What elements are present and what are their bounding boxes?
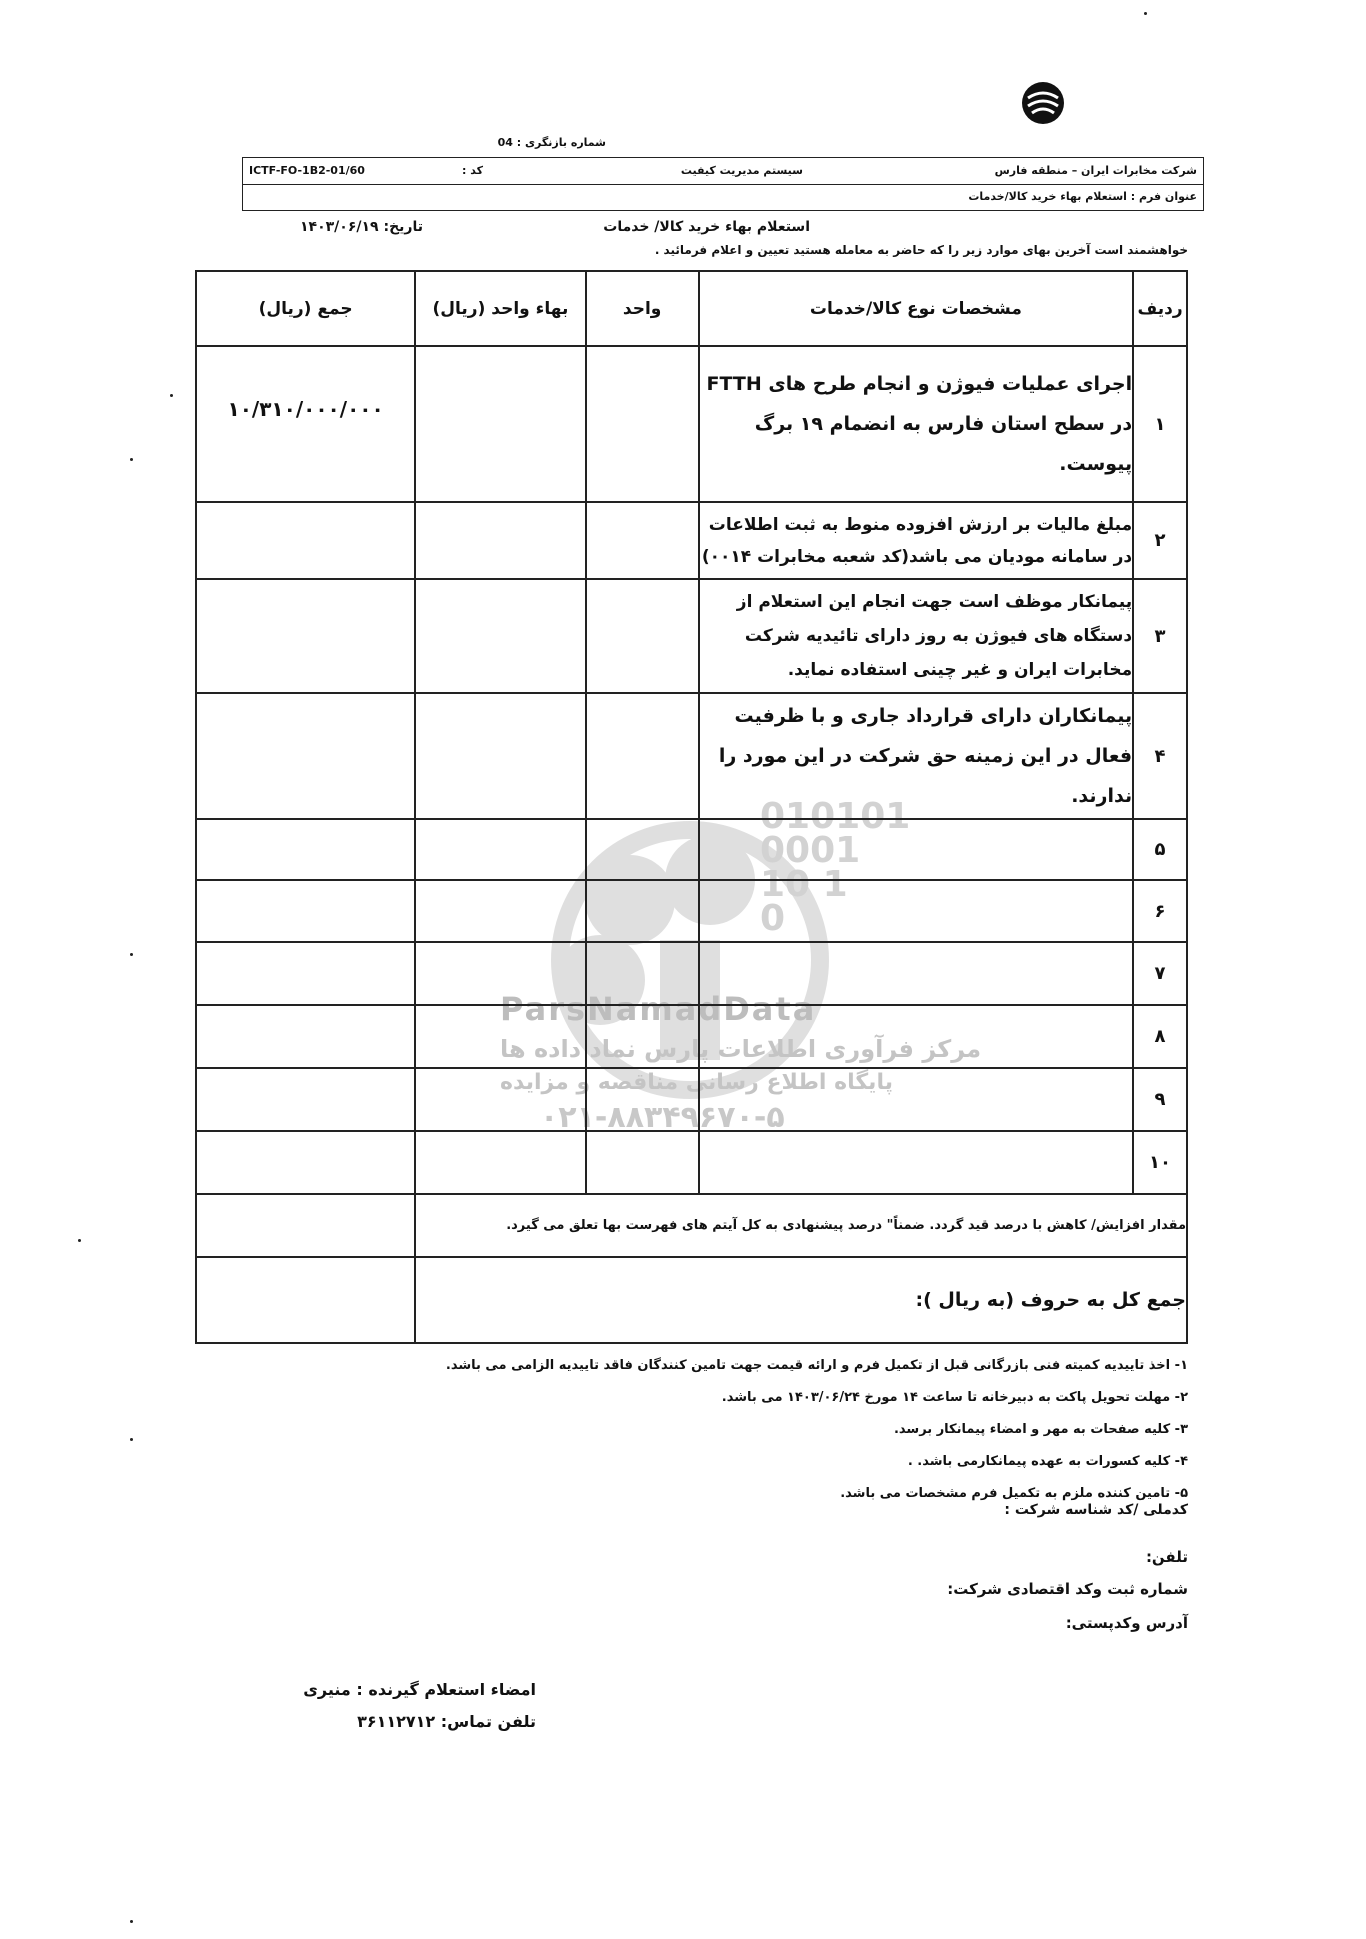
condition-item: ۵- تامین کننده ملزم به تکمیل فرم مشخصات می باشد. <box>840 1486 1188 1501</box>
row-unit <box>586 819 699 880</box>
watermark-phone: ۰۲۱-۸۸۳۴۹۶۷۰-۵ <box>540 1100 785 1135</box>
header-total: جمع (ریال) <box>196 271 415 346</box>
scan-mark <box>130 953 133 956</box>
items-table <box>195 270 1188 1344</box>
row-description <box>699 1131 1133 1194</box>
table-row <box>196 693 1187 819</box>
table-row <box>196 880 1187 942</box>
watermark-digits: 010101 0001 10 1 0 <box>760 796 911 939</box>
row-total <box>196 880 415 942</box>
row-number: ۸ <box>1133 1005 1187 1068</box>
date-label: تاریخ: <box>383 219 423 235</box>
condition-item: ۱- اخذ تاییدیه کمیته فنی بازرگانی قبل از تکمیل فرم و ارائه قیمت جهت تامین کنندگان فاقد تاییدیه الزامی می باشد. <box>445 1358 1188 1373</box>
row-unit <box>586 693 699 819</box>
form-date <box>300 219 423 235</box>
row-description: اجرای عملیات فیوژن و انجام طرح های FTTH در سطح استان فارس به انضمام ۱۹ برگ پیوست. <box>699 346 1133 502</box>
grand-total-value <box>196 1257 415 1343</box>
row-unit-price <box>415 346 585 502</box>
date-value: ۱۴۰۳/۰۶/۱۹ <box>300 219 379 235</box>
scan-mark <box>130 1438 133 1441</box>
form-code: ICTF-FO-1B2-01/60 <box>249 164 365 177</box>
condition-item: ۴- کلیه کسورات به عهده پیمانکارمی باشد. . <box>907 1454 1188 1469</box>
watermark-brand: ParsNamadData <box>500 990 817 1028</box>
row-description: پیمانکاران دارای قرارداد جاری و با ظرفیت فعال در این زمینه حق شرکت در این مورد را ندارند. <box>699 693 1133 819</box>
address-label: آدرس وکدپستی: <box>1065 1614 1188 1632</box>
row-unit-price <box>415 693 585 819</box>
adjust-note: مقدار افزایش/ کاهش با درصد قید گردد. ضمناً" درصد پیشنهادی به کل آیتم های فهرست بها تعلق می گیرد. <box>415 1194 1187 1257</box>
quality-system: سیستم مدیریت کیفیت <box>680 164 803 177</box>
header-unit-price: بهاء واحد (ریال) <box>415 271 585 346</box>
form-header-row <box>243 158 1203 185</box>
row-number: ۹ <box>1133 1068 1187 1131</box>
row-unit <box>586 942 699 1005</box>
phone-label: تلفن: <box>1145 1548 1188 1566</box>
row-total <box>196 819 415 880</box>
row-total <box>196 1068 415 1131</box>
condition-item: ۲- مهلت تحویل پاکت به دبیرخانه تا ساعت ۱۴ مورخ ۱۴۰۳/۰۶/۲۴ می باشد. <box>721 1390 1188 1405</box>
scan-mark <box>170 394 173 397</box>
table-row <box>196 1005 1187 1068</box>
row-unit-price <box>415 1131 585 1194</box>
row-description: مبلغ مالیات بر ارزش افزوده منوط به ثبت اطلاعات در سامانه مودیان می باشد(کد شعبه مخابرات ۰۰۱۴) <box>699 502 1133 579</box>
row-number: ۴ <box>1133 693 1187 819</box>
table-row <box>196 502 1187 579</box>
scan-mark <box>78 1239 81 1242</box>
header-row-no: ردیف <box>1133 271 1187 346</box>
row-total <box>196 1131 415 1194</box>
row-unit-price <box>415 819 585 880</box>
table-row <box>196 579 1187 693</box>
row-description <box>699 1068 1133 1131</box>
row-unit <box>586 346 699 502</box>
header-unit: واحد <box>586 271 699 346</box>
form-header-row <box>243 184 1203 209</box>
row-description <box>699 880 1133 942</box>
row-unit-price <box>415 1005 585 1068</box>
row-unit-price <box>415 1068 585 1131</box>
adjust-value <box>196 1194 415 1257</box>
form-title: استعلام بهاء خرید کالا/ خدمات <box>603 219 810 235</box>
scan-mark <box>130 1920 133 1923</box>
row-description <box>699 942 1133 1005</box>
row-unit <box>586 579 699 693</box>
row-number: ۷ <box>1133 942 1187 1005</box>
row-description <box>699 819 1133 880</box>
row-description: پیمانکار موظف است جهت انجام این استعلام از دستگاه های فیوژن به روز دارای تائیدیه شرکت مخابرات ایران و غیر چینی استفاده نماید. <box>699 579 1133 693</box>
grand-total-row <box>196 1257 1187 1343</box>
row-total <box>196 502 415 579</box>
table-row <box>196 1131 1187 1194</box>
row-total <box>196 942 415 1005</box>
watermark-line: مرکز فرآوری اطلاعات پارس نماد داده ها <box>500 1035 982 1063</box>
row-number: ۵ <box>1133 819 1187 880</box>
table-row <box>196 819 1187 880</box>
row-total <box>196 693 415 819</box>
condition-item: ۳- کلیه صفحات به مهر و امضاء پیمانکار برسد. <box>893 1422 1188 1437</box>
intro-text: خواهشمند است آخرین بهای موارد زیر را که حاضر به معامله هستید تعیین و اعلام فرمائید . <box>654 243 1188 257</box>
signer-name: امضاء استعلام گیرنده : منیری <box>303 1680 536 1699</box>
table-header-row <box>196 271 1187 346</box>
conditions-list <box>446 1350 1188 1510</box>
row-total: ۱۰/۳۱۰/۰۰۰/۰۰۰ <box>196 346 415 502</box>
signer-phone: تلفن تماس: ۳۶۱۱۲۷۱۲ <box>357 1712 536 1731</box>
row-number: ۱ <box>1133 346 1187 502</box>
watermark-line: پایگاه اطلاع رسانی مناقصه و مزایده <box>500 1070 893 1095</box>
table-row <box>196 1068 1187 1131</box>
row-unit-price <box>415 880 585 942</box>
code-label: کد : <box>462 164 483 177</box>
revision-number: شماره بازنگری : 04 <box>497 136 606 149</box>
row-unit <box>586 1068 699 1131</box>
company-name: شرکت مخابرات ایران – منطقه فارس <box>994 164 1197 177</box>
row-total <box>196 1005 415 1068</box>
national-id-label: کدملی /کد شناسه شرکت : <box>1004 1502 1188 1518</box>
row-unit <box>586 1005 699 1068</box>
row-total <box>196 579 415 693</box>
company-logo-icon <box>1020 80 1066 126</box>
registration-label: شماره ثبت وکد اقتصادی شرکت: <box>947 1580 1188 1598</box>
form-header-box <box>242 157 1204 211</box>
row-unit-price <box>415 942 585 1005</box>
form-title-label: عنوان فرم : استعلام بهاء خرید کالا/خدمات <box>968 190 1197 203</box>
header-description: مشخصات نوع کالا/خدمات <box>699 271 1133 346</box>
row-unit <box>586 502 699 579</box>
table-row <box>196 942 1187 1005</box>
row-number: ۶ <box>1133 880 1187 942</box>
grand-total-label: جمع کل به حروف (به ریال ): <box>415 1257 1187 1343</box>
row-number: ۱۰ <box>1133 1131 1187 1194</box>
row-unit <box>586 880 699 942</box>
row-unit-price <box>415 579 585 693</box>
row-unit-price <box>415 502 585 579</box>
row-description <box>699 1005 1133 1068</box>
scan-mark <box>130 458 133 461</box>
row-number: ۲ <box>1133 502 1187 579</box>
adjust-row <box>196 1194 1187 1257</box>
row-number: ۳ <box>1133 579 1187 693</box>
table-row <box>196 346 1187 502</box>
row-unit <box>586 1131 699 1194</box>
scan-mark <box>1144 12 1147 15</box>
